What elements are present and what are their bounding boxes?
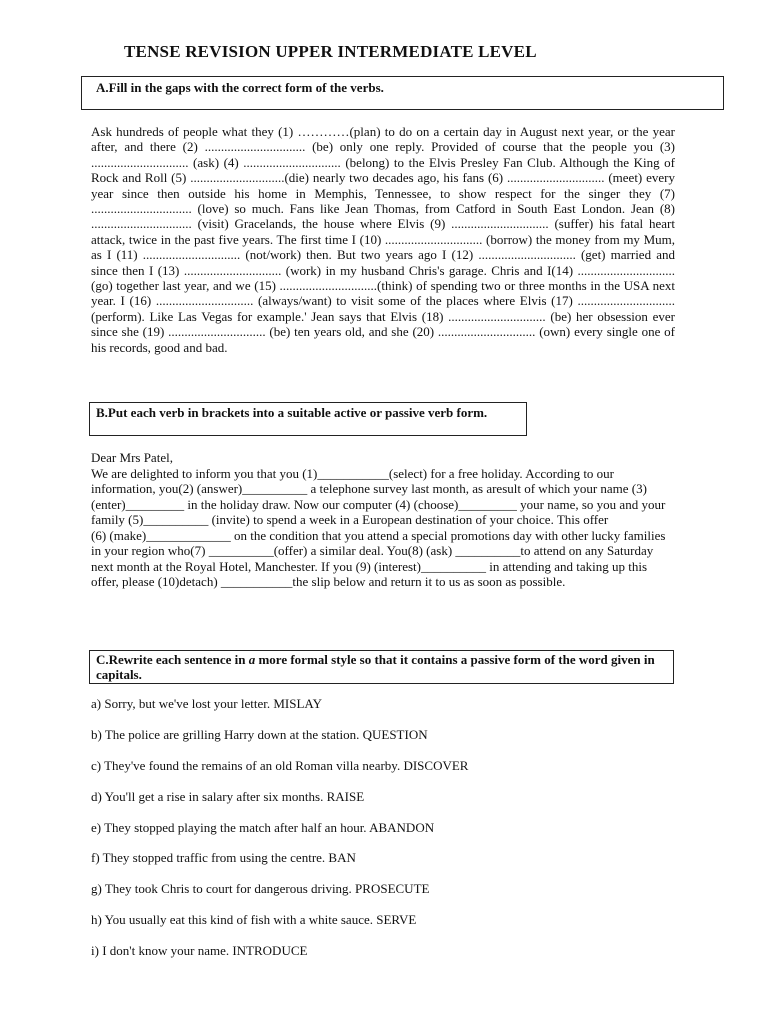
letter-salutation: Dear Mrs Patel, (91, 450, 173, 465)
section-a-heading: A.Fill in the gaps with the correct form of the verbs. (96, 80, 384, 95)
section-c-heading-italic: a (248, 652, 256, 667)
letter-body-2: (6) (make)_____________ on the condition that you attend a special promotions day with other lucky families in your region who(7) __________(offer) a similar deal. You(8) (ask) __________to attend on any Saturday next month at the Royal Hotel, Manchester. If you (9) (interest)__________ in attending and taking up this offer, please (10)detach) ___________the slip below and return it to us as soon as possible. (91, 527, 666, 589)
list-item: i) I don't know your name. INTRODUCE (91, 943, 308, 959)
section-c-heading-pre: C.Rewrite each sentence in (96, 652, 249, 667)
list-item: d) You'll get a rise in salary after six months. RAISE (91, 788, 365, 804)
list-item: c) They've found the remains of an old Roman villa nearby. DISCOVER (91, 757, 469, 773)
list-item: a) Sorry, but we've lost your letter. MISLAY (91, 696, 323, 711)
list-item: g) They took Chris to court for dangerous driving. PROSECUTE (91, 881, 430, 897)
section-a-heading-box (81, 76, 724, 110)
section-b-heading-box (89, 402, 527, 436)
section-b-heading: B.Put each verb in brackets into a suitable active or passive verb form. (96, 405, 488, 420)
section-c-heading-box (89, 650, 674, 684)
section-a-text: Ask hundreds of people what they (1) …………(plan) to do on a certain day in August next year, or the year after, and there (2) ............................... (be) only one reply. Provided of course that the people you (3) .............................. (ask) (4) .............................. (belong) to the Elvis Presley Fan Club. Although the King of Rock and Roll (5) .............................(die) nearly two decades ago, his fans (6) .............................. (meet) every year since then outside his home in Memphis, Tennessee, to show respect for the singer they (7) ............................... (love) so much. Fans like Jean Thomas, from Catford in South East London. Jean (8) ............................... (visit) Gracelands, the house where Elvis (9) .............................. (suffer) his fatal heart attack, twice in the past five years. The first time I (10) .............................. (borrow) the money from my Mum, as I (11) .............................. (not/work) then. But two years ago I (12) .............................. (get) married and since then I (13) .............................. (work) in my husband Chris's garage. Chris and I(14) .............................. (go) together last year, and we (15) ..............................(think) of spending two or three months in the USA next year. I (16) .............................. (always/want) to visit some of the places where Elvis (17) .............................. (perform). Like Las Vegas for example.' Jean says that Elvis (18) .............................. (be) her obsession ever since she (19) .............................. (be) ten years old, and she (20) .............................. (own) every single one of his records, good and bad. (91, 124, 675, 355)
section-b-letter (91, 450, 675, 590)
letter-body-1: We are delighted to inform you that you (1)___________(select) for a free holiday. According to our information, you(2) (answer)__________ a telephone survey last month, as aresult of which your name (3) (enter)_________ in the holiday draw. Now our computer (4) (choose)_________ your name, so you and your family (5)__________ (invite) to spend a week in a European destination of your choice. This offer (91, 465, 666, 527)
section-c-list (91, 696, 691, 974)
page-title: TENSE REVISION UPPER INTERMEDIATE LEVEL (124, 42, 537, 61)
list-item: h) You usually eat this kind of fish with a white sauce. SERVE (91, 912, 417, 928)
list-item: f) They stopped traffic from using the centre. BAN (91, 850, 356, 866)
list-item: e) They stopped playing the match after half an hour. ABANDON (91, 819, 435, 835)
list-item: b) The police are grilling Harry down at the station. QUESTION (91, 726, 428, 742)
section-c-heading-post: more formal style so that it contains a passive form of the word given in capitals. (96, 652, 655, 682)
